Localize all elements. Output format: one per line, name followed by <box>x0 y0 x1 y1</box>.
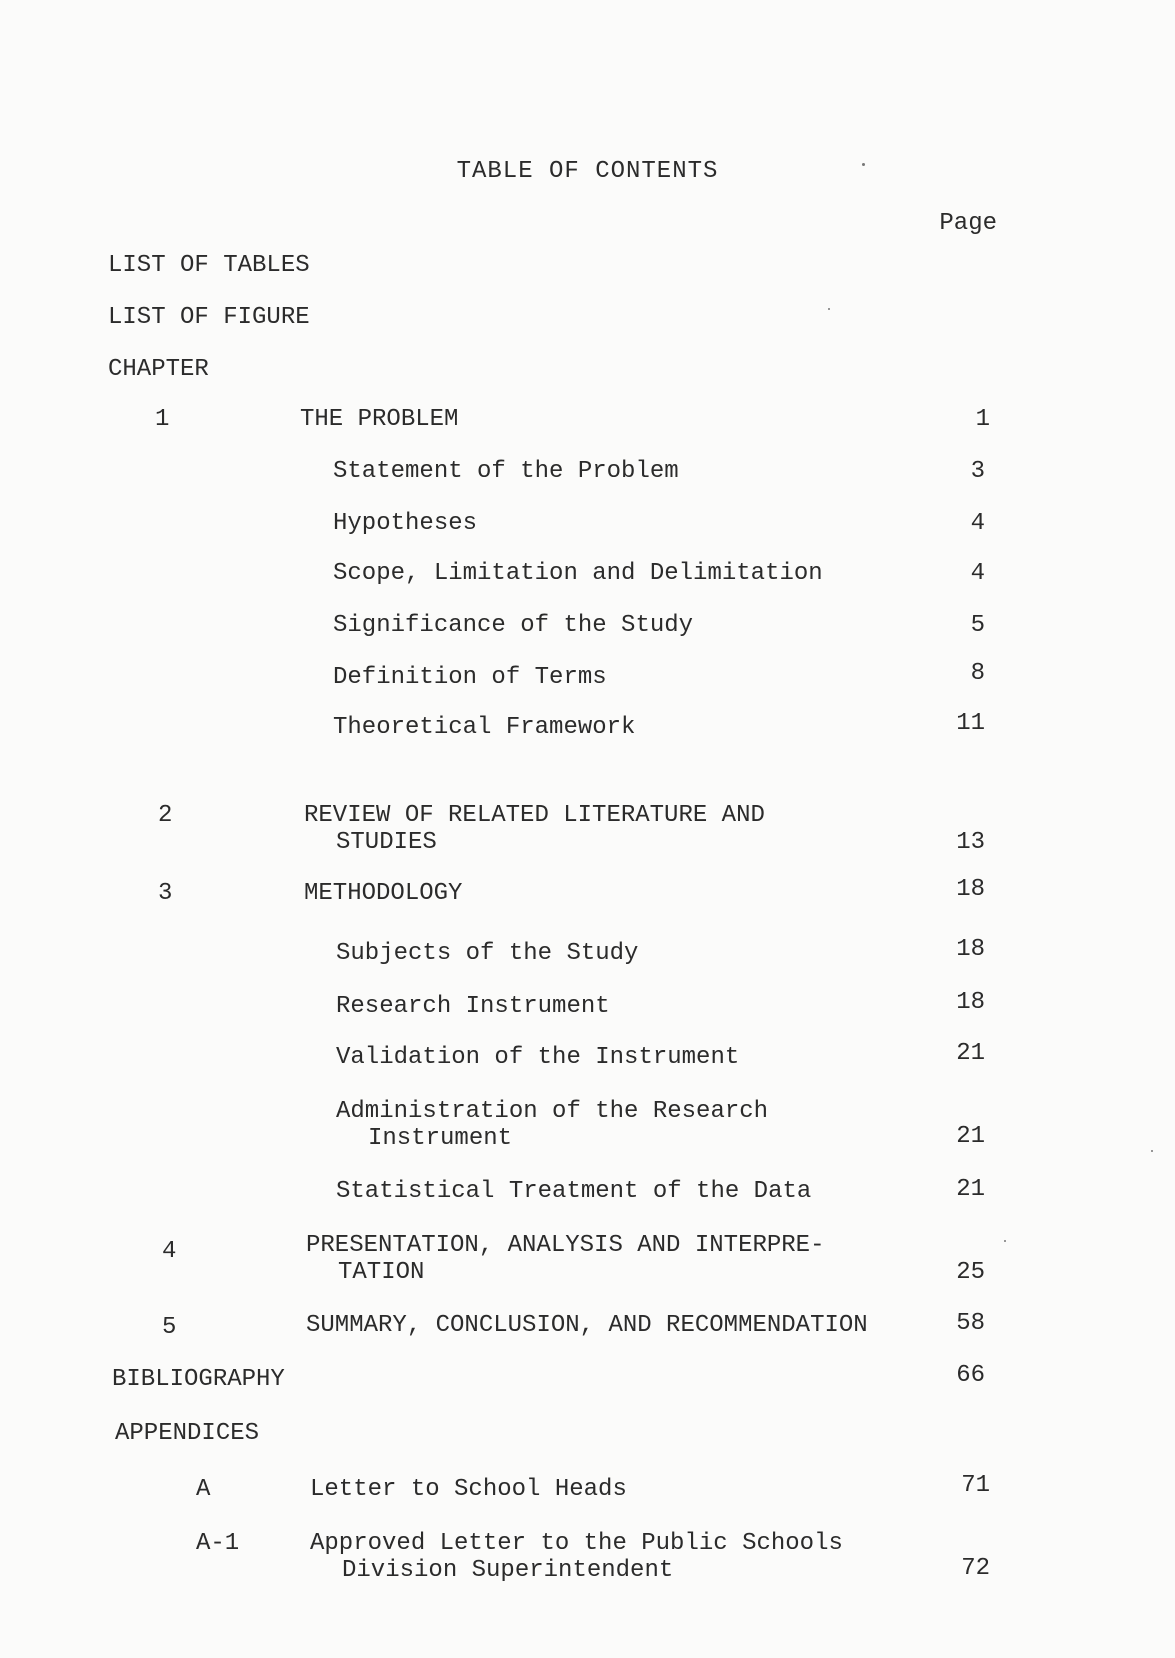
toc-appendices: APPENDICES <box>115 1420 260 1447</box>
section-title: Research Instrument <box>336 993 610 1020</box>
scan-speck <box>862 163 865 166</box>
section-title: Statistical Treatment of the Data <box>336 1178 812 1205</box>
appendix-title: Letter to School Heads <box>310 1476 627 1503</box>
page-number: 18 <box>956 876 985 903</box>
section-title-line2: Instrument <box>368 1125 513 1152</box>
chapter-number: 1 <box>155 406 170 433</box>
page-number: 11 <box>956 710 985 737</box>
page-number: 66 <box>956 1362 985 1389</box>
toc-list-of-tables: LIST OF TABLES <box>108 252 310 279</box>
section-title: Scope, Limitation and Delimitation <box>333 560 823 587</box>
chapter-title-line2: TATION <box>338 1259 425 1286</box>
page-number: 21 <box>956 1040 985 1067</box>
chapter-title-line1: PRESENTATION, ANALYSIS AND INTERPRE- <box>306 1232 825 1259</box>
page-number: 72 <box>961 1555 990 1582</box>
appendix-label: A-1 <box>196 1530 240 1557</box>
page-number: 21 <box>956 1123 985 1150</box>
page-number: 25 <box>956 1259 985 1286</box>
scan-speck <box>1004 1240 1006 1242</box>
chapter-title: SUMMARY, CONCLUSION, AND RECOMMENDATION <box>306 1312 868 1339</box>
page-number: 71 <box>961 1472 990 1499</box>
page-number: 8 <box>970 660 985 687</box>
chapter-number: 5 <box>162 1314 177 1341</box>
page-title: TABLE OF CONTENTS <box>456 158 719 185</box>
page-number: 4 <box>970 510 985 537</box>
chapter-number: 2 <box>158 802 173 829</box>
page-column-header: Page <box>939 210 997 237</box>
section-title: Subjects of the Study <box>336 940 639 967</box>
page-number: 4 <box>970 560 985 587</box>
page-number: 3 <box>970 458 985 485</box>
chapter-title: THE PROBLEM <box>300 406 459 433</box>
chapter-number: 3 <box>158 880 173 907</box>
page-number: 18 <box>956 989 985 1016</box>
appendix-title-line1: Approved Letter to the Public Schools <box>310 1530 843 1557</box>
page-number: 21 <box>956 1176 985 1203</box>
toc-bibliography: BIBLIOGRAPHY <box>112 1366 285 1393</box>
section-title: Statement of the Problem <box>333 458 679 485</box>
toc-list-of-figure: LIST OF FIGURE <box>108 304 310 331</box>
page-number: 1 <box>975 406 990 433</box>
appendix-label: A <box>196 1476 211 1503</box>
page-number: 13 <box>956 829 985 856</box>
section-title: Definition of Terms <box>333 664 607 691</box>
chapter-title: METHODOLOGY <box>304 880 463 907</box>
section-title: Theoretical Framework <box>333 714 636 741</box>
section-title-line1: Administration of the Research <box>336 1098 769 1125</box>
section-title: Validation of the Instrument <box>336 1044 740 1071</box>
page-number: 5 <box>970 612 985 639</box>
section-title: Hypotheses <box>333 510 478 537</box>
page-number: 58 <box>956 1310 985 1337</box>
chapter-number: 4 <box>162 1238 177 1265</box>
appendix-title-line2: Division Superintendent <box>342 1557 674 1584</box>
section-title: Significance of the Study <box>333 612 694 639</box>
chapter-title-line2: STUDIES <box>336 829 437 856</box>
chapter-title-line1: REVIEW OF RELATED LITERATURE AND <box>304 802 765 829</box>
toc-chapter-heading: CHAPTER <box>108 356 209 383</box>
page-number: 18 <box>956 936 985 963</box>
scan-speck <box>1151 1150 1153 1152</box>
scan-speck <box>828 308 830 310</box>
